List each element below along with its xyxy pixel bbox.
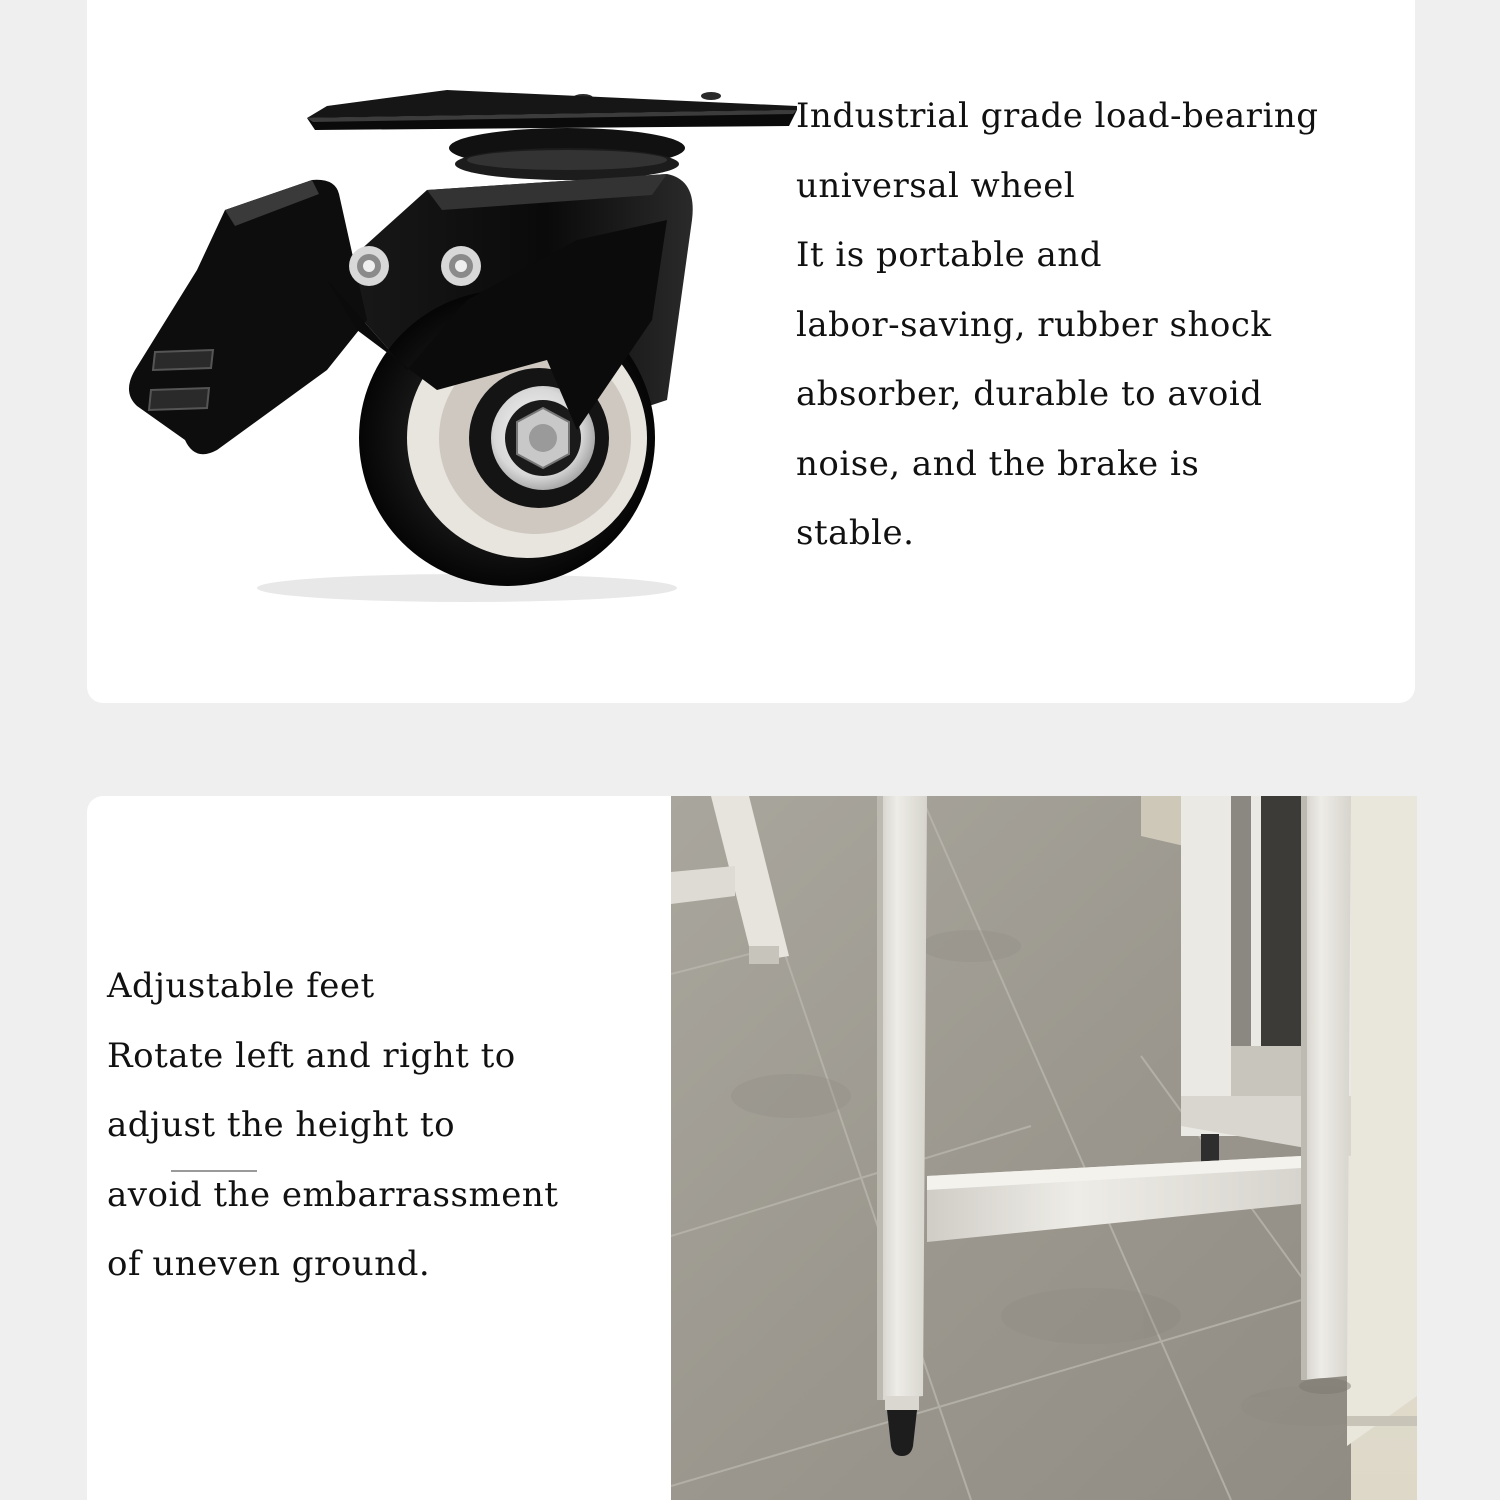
table-leg-floor-image [671,796,1417,1500]
decorative-underline [171,1170,257,1172]
feet-description: Adjustable feet Rotate left and right to adjust the height to avoid the embarrassment of uneven ground. [107,966,559,1284]
caster-feature-card [87,0,1415,703]
caster-wheel-image [107,70,807,630]
caster-description: Industrial grade load-bearing universal wheel It is portable and labor-saving, rubber shock absorber, durable to avoid noise, and the brake is stable. [796,96,1319,553]
feet-feature-card [87,796,1417,1500]
